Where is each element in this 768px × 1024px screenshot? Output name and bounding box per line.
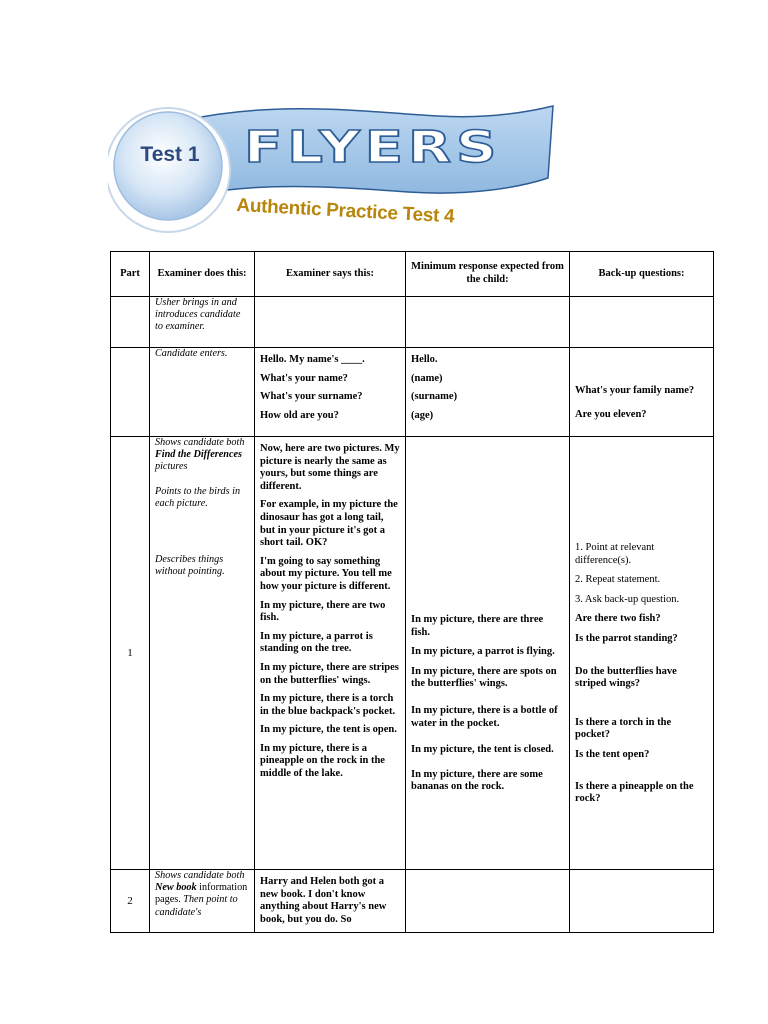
part2-part-cell: 2 bbox=[111, 870, 150, 933]
part1-response-line: In my picture, there are three fish. bbox=[411, 614, 544, 638]
part2-does-text-bold: New book bbox=[155, 882, 197, 894]
examiner-script-table bbox=[110, 251, 714, 933]
part1-response-line: In my picture, there is a bottle of water in the pocket. bbox=[411, 704, 558, 729]
part1-does-points: Points to the birds in each picture. bbox=[155, 485, 241, 509]
table-row bbox=[111, 870, 714, 933]
part1-response-line: In my picture, there are some bananas on the rock. bbox=[411, 768, 543, 793]
part1-response-line: In my picture, the tent is closed. bbox=[411, 744, 554, 756]
part1-part-cell: 1 bbox=[111, 437, 150, 870]
test-badge-label: Test 1 bbox=[140, 143, 200, 166]
part1-says-line: I'm going to say something about my picture. You tell me how your picture is different. bbox=[260, 555, 392, 592]
practice-test-subtitle: Authentic Practice Test 4 bbox=[235, 195, 455, 228]
flyers-title: FLYERS bbox=[244, 122, 502, 173]
part1-backup-step: 1. Point at relevant difference(s). bbox=[575, 542, 655, 566]
part1-says-line: In my picture, there is a pineapple on the rock in the middle of the lake. bbox=[260, 742, 385, 780]
part1-does-text-start: Shows candidate both bbox=[155, 437, 245, 448]
greeting-says-line: What's your surname? bbox=[260, 391, 363, 403]
greeting-part-cell bbox=[111, 348, 150, 437]
header-examiner-says: Examiner says this: bbox=[255, 252, 406, 297]
greeting-does-text: Candidate enters. bbox=[155, 348, 228, 359]
header-minimum-response: Minimum response expected from the child: bbox=[406, 252, 570, 297]
part2-does-cell bbox=[150, 870, 255, 933]
part2-backup-cell bbox=[570, 870, 714, 933]
part1-backup-question: Is there a torch in the pocket? bbox=[575, 716, 672, 741]
part1-response-line: In my picture, a parrot is flying. bbox=[411, 646, 555, 658]
part2-response-cell bbox=[406, 870, 570, 933]
part1-backup-question: Is there a pineapple on the rock? bbox=[575, 780, 694, 805]
intro-backup-cell bbox=[570, 297, 714, 348]
part1-says-cell bbox=[255, 437, 406, 870]
part2-does-text bbox=[155, 870, 249, 919]
header-backup-questions: Back-up questions: bbox=[570, 252, 714, 297]
part1-backup-question: Is the parrot standing? bbox=[575, 632, 678, 644]
part1-says-line: In my picture, there are two fish. bbox=[260, 599, 386, 624]
part1-does-text bbox=[155, 437, 249, 474]
part1-backup-cell bbox=[570, 437, 714, 870]
part2-does-clip bbox=[155, 870, 249, 930]
part1-backup-step: 2. Repeat statement. bbox=[575, 574, 661, 586]
part1-backup-step: 3. Ask back-up question. bbox=[575, 593, 680, 605]
header-examiner-does: Examiner does this: bbox=[150, 252, 255, 297]
part1-response-cell bbox=[406, 437, 570, 870]
greeting-response-line: Hello. bbox=[411, 354, 438, 365]
part2-does-text-next: Then point to candidate's bbox=[155, 894, 238, 918]
greeting-says-line: How old are you? bbox=[260, 409, 339, 421]
part2-does-text-start: Shows candidate both bbox=[155, 870, 245, 881]
part1-backup-question: Do the butterflies have striped wings? bbox=[575, 665, 677, 690]
table-row bbox=[111, 437, 714, 870]
part1-response-line: In my picture, there are spots on the butterflies' wings. bbox=[411, 665, 557, 690]
part1-says-line: In my picture, there is a torch in the blue backpack's pocket. bbox=[260, 693, 396, 717]
part1-does-text-end: pictures bbox=[155, 461, 188, 473]
part1-does-text-bold: Find the Differences bbox=[155, 449, 242, 461]
greeting-backup-cell bbox=[570, 348, 714, 437]
part1-backup-question: Are there two fish? bbox=[575, 613, 661, 625]
flyers-logo bbox=[108, 100, 558, 240]
greeting-does-cell bbox=[150, 348, 255, 437]
greeting-backup-line: What's your family name? bbox=[575, 385, 695, 396]
greeting-response-cell bbox=[406, 348, 570, 437]
intro-response-cell bbox=[406, 297, 570, 348]
intro-part-cell bbox=[111, 297, 150, 348]
intro-does-cell bbox=[150, 297, 255, 348]
part1-says-line: In my picture, there are stripes on the butterflies' wings. bbox=[260, 661, 399, 686]
part1-backup-question: Is the tent open? bbox=[575, 748, 650, 760]
part2-says-cell bbox=[255, 870, 406, 933]
table-header-row bbox=[111, 252, 714, 297]
greeting-backup-line: Are you eleven? bbox=[575, 408, 647, 420]
greeting-says-cell bbox=[255, 348, 406, 437]
greeting-says-line: Hello. My name's ____. bbox=[260, 354, 365, 365]
intro-says-cell bbox=[255, 297, 406, 348]
greeting-response-line: (name) bbox=[411, 372, 443, 384]
table-row bbox=[111, 297, 714, 348]
part1-does-describes: Describes things without pointing. bbox=[155, 554, 225, 578]
part1-says-line: In my picture, a parrot is standing on the tree. bbox=[260, 630, 373, 655]
part1-says-line: For example, in my picture the dinosaur has got a long tail, but in your picture it's got a short tail. OK? bbox=[260, 499, 398, 549]
header-part: Part bbox=[111, 252, 150, 297]
part1-says-line: Now, here are two pictures. My picture is nearly the same as yours, but some things are different. bbox=[260, 443, 400, 492]
part2-says-clip bbox=[260, 876, 400, 931]
part2-says-line: Harry and Helen both got a new book. I don't know anything about Harry's new book, but you do. So bbox=[260, 876, 387, 925]
greeting-says-line: What's your name? bbox=[260, 372, 348, 384]
part2-does-text-end: information pages. bbox=[155, 882, 248, 906]
table-row bbox=[111, 348, 714, 437]
greeting-response-line: (surname) bbox=[411, 391, 458, 403]
part1-says-line: In my picture, the tent is open. bbox=[260, 724, 397, 736]
greeting-response-line: (age) bbox=[411, 409, 434, 421]
part1-does-cell bbox=[150, 437, 255, 870]
intro-does-text: Usher brings in and introduces candidate to examiner. bbox=[155, 297, 241, 333]
